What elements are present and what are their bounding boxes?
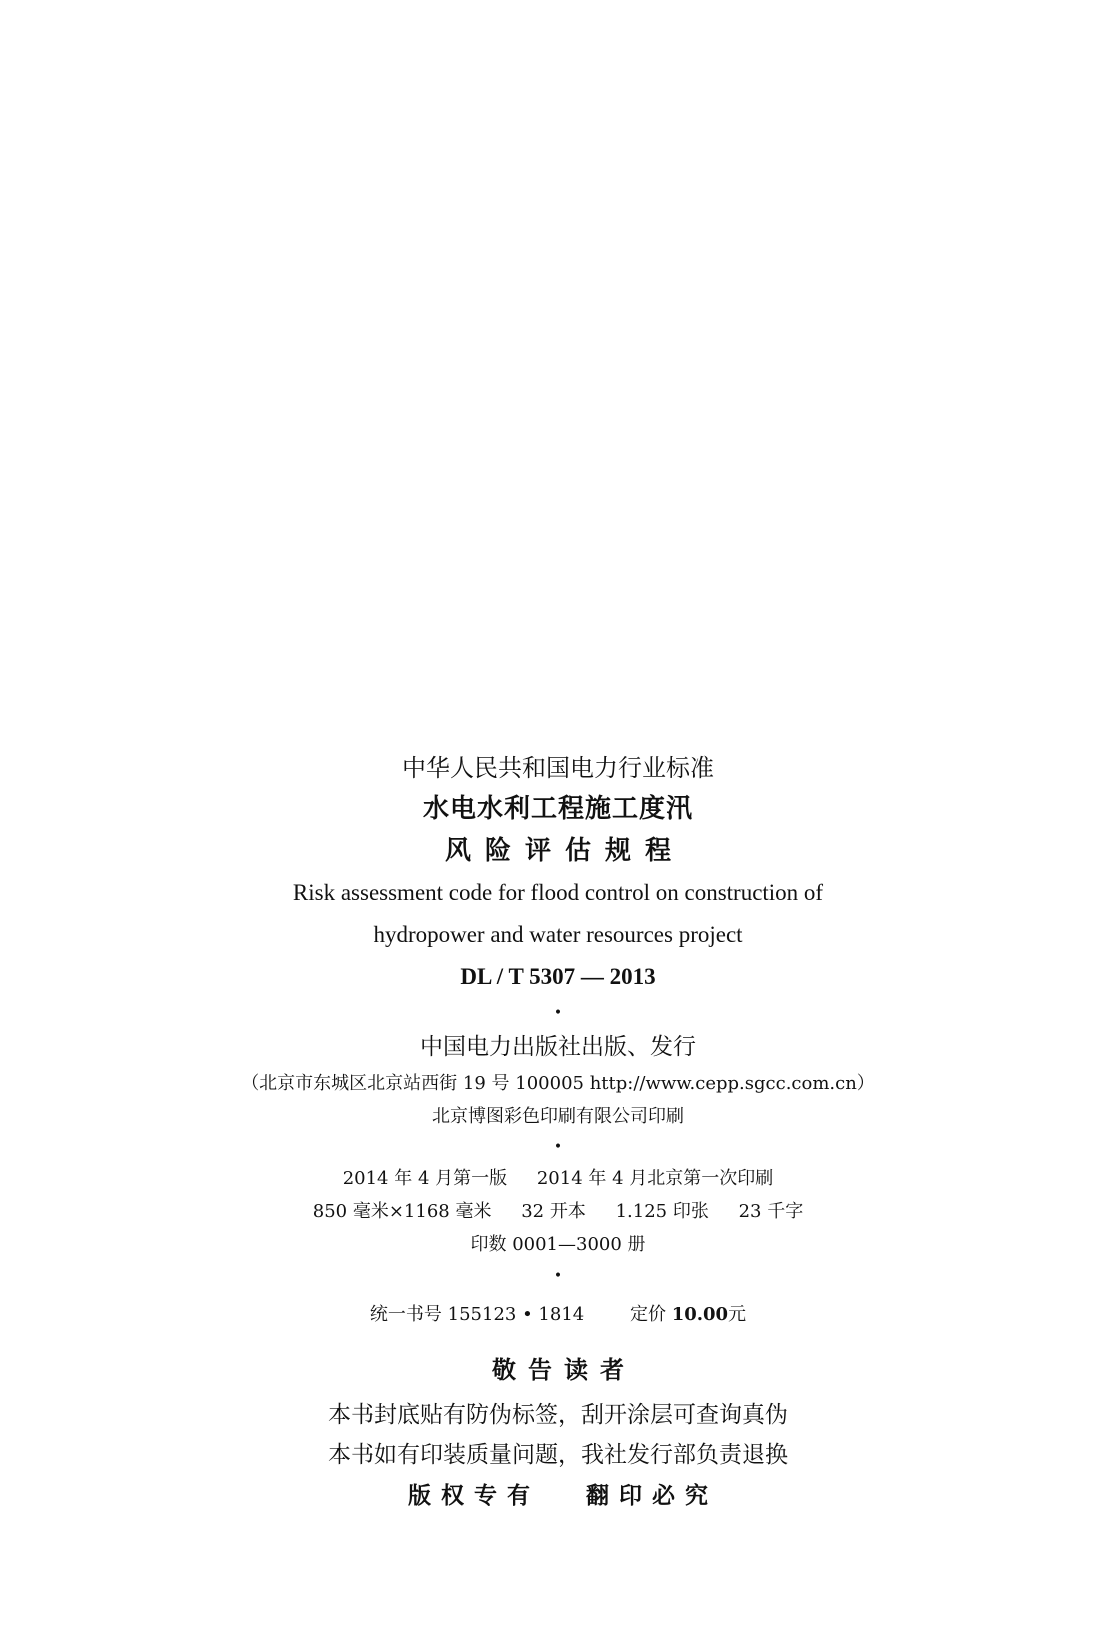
price-label: 定价 <box>629 1304 666 1325</box>
isbn-price-line <box>0 1291 1116 1339</box>
print-run: 印数 0001—3000 册 <box>470 1234 646 1255</box>
word-count: 23 千字 <box>738 1201 804 1222</box>
isbn-number: 155123 • 1814 <box>447 1304 585 1325</box>
edition: 2014 年 4 月第一版 <box>342 1168 508 1189</box>
separator-dot: • <box>553 1268 563 1284</box>
copyright-notice <box>0 1475 1116 1517</box>
title-chinese-line2: 风险评估规程 <box>444 836 685 866</box>
no-reproduction: 翻印必究 <box>586 1482 718 1509</box>
standard-category: 中华人民共和国电力行业标准 <box>402 754 714 782</box>
book-format: 32 开本 <box>521 1201 586 1222</box>
title-chinese-line1: 水电水利工程施工度汛 <box>422 794 693 824</box>
price-value: 10.00 <box>671 1304 729 1325</box>
title-english-line2: hydropower and water resources project <box>373 922 743 947</box>
imprint-block <box>0 748 1116 1517</box>
printing: 2014 年 4 月北京第一次印刷 <box>536 1168 774 1189</box>
paper-size: 850 毫米×1168 毫米 <box>312 1201 492 1222</box>
separator-dot: • <box>553 1139 563 1155</box>
title-english-line1: Risk assessment code for flood control on construction of <box>292 880 824 905</box>
price-unit: 元 <box>728 1304 747 1325</box>
notice-title: 敬告读者 <box>492 1355 636 1384</box>
edition-line <box>0 1162 1116 1195</box>
notice-line-1: 本书封底贴有防伪标签，刮开涂层可查询真伪 <box>328 1402 788 1428</box>
printer-line: 北京博图彩色印刷有限公司印刷 <box>432 1106 684 1127</box>
printed-sheets: 1.125 印张 <box>615 1201 709 1222</box>
isbn-label: 统一书号 <box>369 1304 442 1325</box>
notice-line-2: 本书如有印装质量问题，我社发行部负责退换 <box>328 1442 788 1468</box>
rights-reserved: 版权专有 <box>407 1482 540 1509</box>
publisher-line: 中国电力出版社出版、发行 <box>420 1034 696 1060</box>
standard-code: DL / T 5307 — 2013 <box>460 964 656 989</box>
publisher-address: （北京市东城区北京站西街 19 号 100005 http://www.cepp.sgcc.com.cn） <box>241 1073 875 1094</box>
separator-dot: • <box>553 1005 563 1021</box>
format-line <box>0 1195 1116 1228</box>
